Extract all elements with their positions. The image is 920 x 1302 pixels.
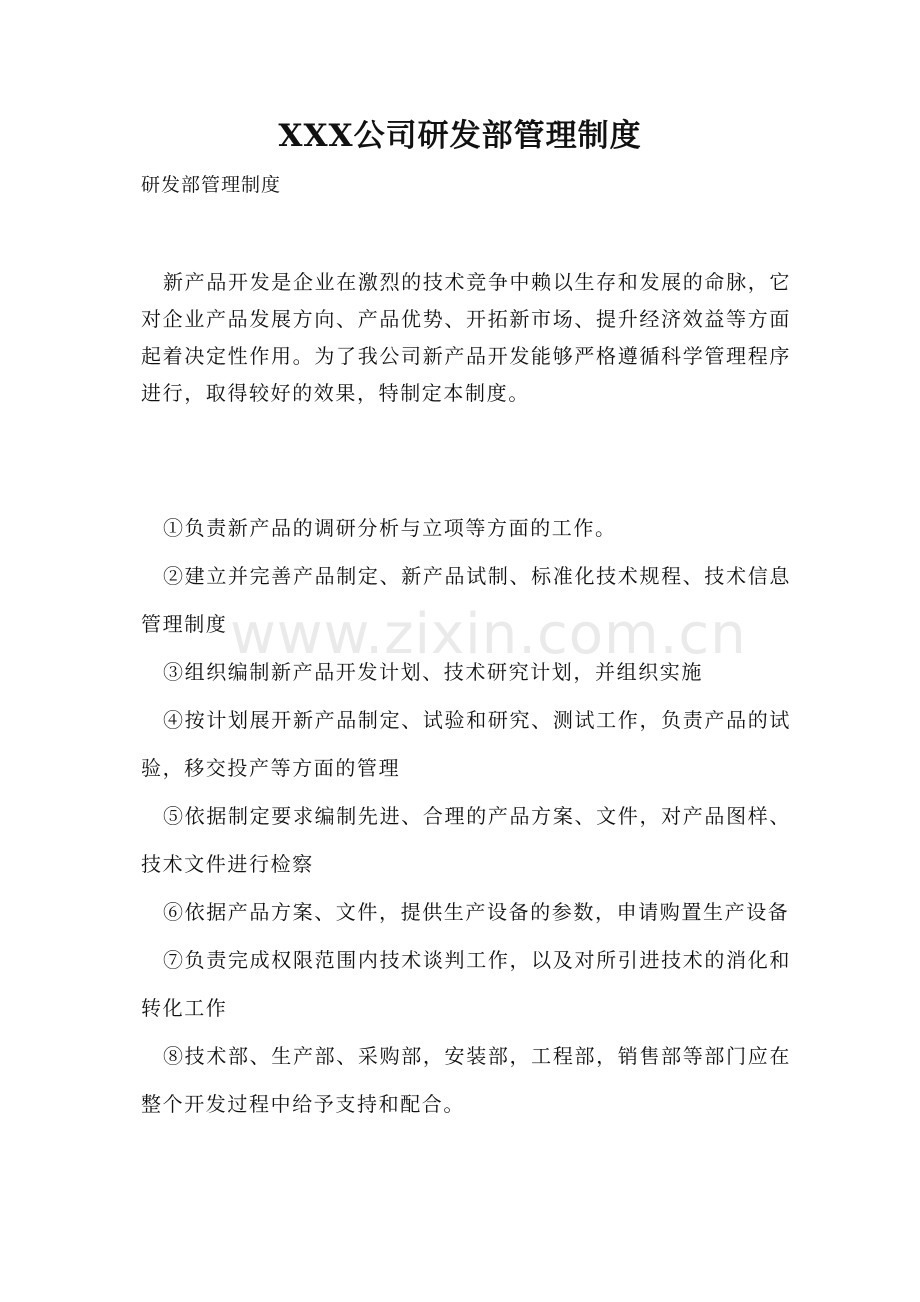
document-title: XXX公司研发部管理制度 — [278, 118, 642, 154]
duty-item-7: ⑦负责完成权限范围内技术谈判工作，以及对所引进技术的消化和转化工作 — [141, 948, 791, 1020]
duty-item-3: ③组织编制新产品开发计划、技术研究计划，并组织实施 — [163, 660, 703, 684]
document-subtitle: 研发部管理制度 — [141, 174, 282, 196]
duty-item-4: ④按计划展开新产品制定、试验和研究、测试工作，负责产品的试验，移交投产等方面的管理 — [141, 708, 791, 780]
duty-item-8: ⑧技术部、生产部、采购部，安装部，工程部，销售部等部门应在整个开发过程中给予支持和配合。 — [141, 1044, 791, 1116]
duty-item-5: ⑤依据制定要求编制先进、合理的产品方案、文件，对产品图样、技术文件进行检察 — [141, 804, 791, 876]
duty-item-2: ②建立并完善产品制定、新产品试制、标准化技术规程、技术信息管理制度 — [141, 564, 791, 636]
watermark: www.zixin.com.cn — [230, 602, 747, 667]
duty-list — [141, 504, 791, 1128]
duty-item-1: ①负责新产品的调研分析与立项等方面的工作。 — [163, 516, 617, 540]
intro-paragraph: 新产品开发是企业在激烈的技术竞争中赖以生存和发展的命脉，它对企业产品发展方向、产品优势、开拓新市场、提升经济效益等方面起着决定性作用。为了我公司新产品开发能够严格遵循科学管理程序进行，取得较好的效果，特制定本制度。 — [141, 270, 791, 405]
duty-item-6: ⑥依据产品方案、文件，提供生产设备的参数，申请购置生产设备 — [163, 900, 790, 924]
